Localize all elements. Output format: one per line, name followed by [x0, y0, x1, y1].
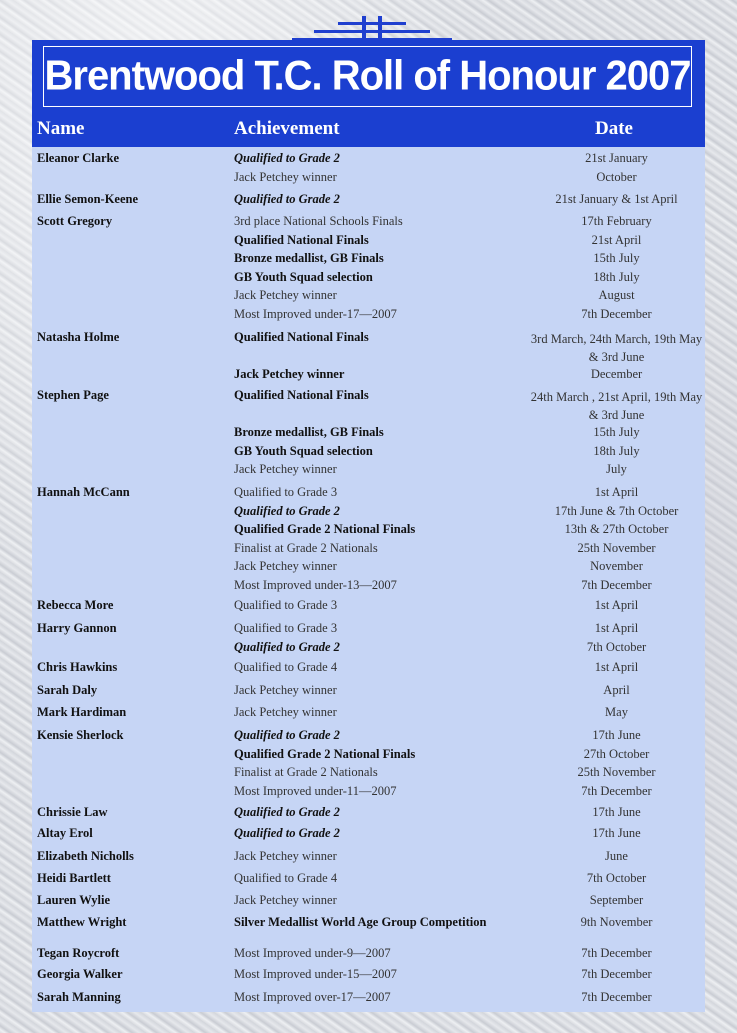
achievement-text: Bronze medallist, GB Finals: [234, 251, 384, 266]
entry-name: Eleanor Clarke: [37, 151, 120, 165]
achievement-date: 7th October: [586, 871, 647, 885]
achievement-text: Qualified to Grade 2: [234, 503, 340, 518]
achievement-text: Jack Petchey winner: [234, 288, 337, 303]
achievement-line: [32, 425, 705, 443]
achievement-date: 7th December: [581, 967, 652, 981]
achievement-date: 7th December: [581, 783, 652, 798]
achievement-date: 21st January & 1st April: [555, 192, 678, 206]
achievement-date: 13th & 27th October: [564, 522, 669, 537]
achievement-text: 3rd place National Schools Finals: [234, 214, 403, 228]
achievement-date: June: [605, 849, 628, 863]
achievement-date: 1st April: [594, 621, 639, 635]
achievement-date: 18th July: [593, 443, 640, 458]
entry-name: Tegan Roycroft: [37, 946, 120, 960]
entry-name: Heidi Bartlett: [37, 871, 111, 885]
achievement-line: [32, 151, 705, 169]
achievement-line: [32, 915, 705, 933]
entry-name: Kensie Sherlock: [37, 728, 124, 742]
achievement-date: May: [605, 705, 628, 719]
achievement-text: Qualified to Grade 4: [234, 871, 338, 885]
achievement-line: [32, 251, 705, 269]
entry-name: Chris Hawkins: [37, 660, 118, 674]
achievement-line: [32, 307, 705, 325]
entry-name: Ellie Semon-Keene: [37, 192, 139, 206]
achievement-date: November: [590, 559, 643, 574]
achievement-text: Bronze medallist, GB Finals: [234, 425, 384, 440]
achievement-line: [32, 826, 705, 844]
achievement-date: 1st April: [594, 660, 639, 674]
achievement-line: [32, 805, 705, 823]
achievement-line: [32, 598, 705, 616]
achievement-date: 24th March , 21st April, 19th May & 3rd June: [530, 390, 703, 422]
achievement-text: Most Improved over-17—2007: [234, 990, 391, 1004]
entry-name: Stephen Page: [37, 388, 109, 402]
achievement-date: 15th July: [593, 425, 640, 440]
achievement-date: 3rd March, 24th March, 19th May & 3rd June: [530, 332, 703, 364]
entry-name: Chrissie Law: [37, 805, 108, 819]
achievement-text: Jack Petchey winner: [234, 559, 337, 574]
achievement-line: [32, 871, 705, 889]
achievement-date: 1st April: [594, 598, 639, 612]
entry-name: Scott Gregory: [37, 214, 113, 228]
achievement-line: [32, 214, 705, 232]
achievement-date: 17th February: [581, 214, 652, 228]
achievement-text: GB Youth Squad selection: [234, 269, 373, 284]
entry-name: Sarah Manning: [37, 990, 121, 1004]
achievement-line: [32, 784, 705, 802]
achievement-line: [32, 367, 705, 385]
achievement-text: Qualified to Grade 3: [234, 485, 338, 499]
achievement-date: 25th November: [577, 540, 656, 555]
achievement-text: Qualified to Grade 2: [234, 728, 340, 742]
achievement-line: [32, 522, 705, 540]
achievement-date: 7th December: [581, 990, 652, 1004]
achievement-text: Jack Petchey winner: [234, 893, 337, 907]
achievement-text: Jack Petchey winner: [234, 849, 337, 863]
achievement-text: Qualified Grade 2 National Finals: [234, 746, 416, 761]
achievement-date: August: [598, 288, 635, 303]
achievement-line: [32, 660, 705, 678]
title-frame: [43, 46, 692, 107]
entry-name: Sarah Daly: [37, 683, 98, 697]
roll-of-honour-panel: [32, 40, 705, 1012]
entry-name: Georgia Walker: [37, 967, 123, 981]
entry-name: Hannah McCann: [37, 485, 130, 499]
achievement-date: 15th July: [593, 251, 640, 266]
achievement-text: Most Improved under-13—2007: [234, 578, 397, 592]
achievement-text: Finalist at Grade 2 Nationals: [234, 540, 378, 555]
achievement-date: 21st January: [585, 151, 648, 165]
achievement-text: Jack Petchey winner: [234, 705, 337, 719]
achievement-text: Qualified to Grade 4: [234, 660, 338, 674]
achievement-date: July: [606, 462, 627, 477]
entry-name: Natasha Holme: [37, 330, 120, 344]
achievement-text: Qualified to Grade 3: [234, 621, 338, 635]
entry-name: Elizabeth Nicholls: [37, 849, 134, 863]
achievement-line: [32, 967, 705, 985]
achievement-date: September: [589, 893, 644, 907]
achievement-text: Qualified to Grade 2: [234, 151, 340, 165]
achievement-line: [32, 170, 705, 188]
achievement-line: [32, 893, 705, 911]
achievement-text: Qualified National Finals: [234, 232, 369, 247]
achievement-date: 17th June & 7th October: [554, 503, 679, 518]
achievement-text: Most Improved under-9—2007: [234, 946, 391, 960]
achievement-date: 21st April: [591, 232, 642, 247]
achievement-line: [32, 504, 705, 522]
achievement-line: [32, 621, 705, 639]
achievement-line: [32, 192, 705, 210]
entry-name: Harry Gannon: [37, 621, 117, 635]
achievement-text: Most Improved under-17—2007: [234, 307, 397, 321]
achievement-line: [32, 462, 705, 480]
achievement-line: [32, 541, 705, 559]
achievement-text: Jack Petchey winner: [234, 462, 337, 477]
achievement-line: [32, 683, 705, 701]
page-title: Brentwood T.C. Roll of Honour 2007: [44, 52, 691, 100]
achievement-date: 7th December: [581, 307, 652, 321]
achievement-date: 7th December: [581, 946, 652, 960]
achievement-line: [32, 765, 705, 783]
entry-name: Altay Erol: [37, 826, 93, 840]
achievement-line: [32, 578, 705, 596]
entry-name: Mark Hardiman: [37, 705, 127, 719]
achievement-text: Qualified to Grade 2: [234, 805, 340, 819]
achievement-text: Jack Petchey winner: [234, 169, 337, 184]
achievement-line: [32, 849, 705, 867]
achievement-line: [32, 728, 705, 746]
achievement-date: 18th July: [593, 269, 640, 284]
achievement-line: [32, 747, 705, 765]
entry-name: Rebecca More: [37, 598, 114, 612]
achievement-date: 17th June: [592, 728, 641, 742]
achievement-text: Most Improved under-15—2007: [234, 967, 397, 981]
achievement-date: October: [596, 169, 637, 184]
column-header-date: Date: [595, 118, 633, 139]
achievement-text: Qualified to Grade 2: [234, 192, 340, 206]
achievement-date: 7th October: [586, 639, 647, 654]
achievement-text: Qualified to Grade 3: [234, 598, 338, 612]
achievement-text: Most Improved under-11—2007: [234, 783, 397, 798]
achievement-line: [32, 485, 705, 503]
achievement-line: [32, 640, 705, 658]
achievement-date: 17th June: [592, 826, 641, 840]
achievement-line: [32, 444, 705, 462]
achievement-text: Qualified to Grade 2: [234, 639, 340, 654]
achievement-line: [32, 388, 705, 422]
achievement-text: GB Youth Squad selection: [234, 443, 373, 458]
achievement-line: [32, 559, 705, 577]
column-header-name: Name: [37, 118, 85, 139]
achievement-text: Qualified National Finals: [234, 330, 369, 344]
achievement-date: 1st April: [594, 485, 639, 499]
achievement-text: Jack Petchey winner: [234, 683, 337, 697]
achievement-line: [32, 233, 705, 251]
entry-name: Lauren Wylie: [37, 893, 111, 907]
achievement-text: Silver Medallist World Age Group Competition: [234, 915, 487, 929]
achievement-line: [32, 270, 705, 288]
achievement-date: 9th November: [580, 915, 653, 929]
achievement-text: Finalist at Grade 2 Nationals: [234, 765, 378, 780]
achievement-text: Jack Petchey winner: [234, 367, 345, 382]
achievement-date: December: [590, 367, 643, 382]
achievement-date: 7th December: [581, 578, 652, 592]
achievement-line: [32, 990, 705, 1008]
achievement-text: Qualified Grade 2 National Finals: [234, 522, 416, 537]
header-band: [32, 40, 705, 147]
column-header-achievement: Achievement: [234, 118, 340, 139]
achievement-text: Qualified National Finals: [234, 388, 369, 402]
achievement-line: [32, 288, 705, 306]
achievement-line: [32, 946, 705, 964]
achievement-line: [32, 330, 705, 364]
achievement-text: Qualified to Grade 2: [234, 826, 340, 840]
achievement-date: 25th November: [577, 765, 656, 780]
entry-name: Matthew Wright: [37, 915, 127, 929]
achievement-date: April: [603, 683, 630, 697]
achievement-line: [32, 705, 705, 723]
achievement-date: 27th October: [583, 746, 650, 761]
achievement-date: 17th June: [592, 805, 641, 819]
